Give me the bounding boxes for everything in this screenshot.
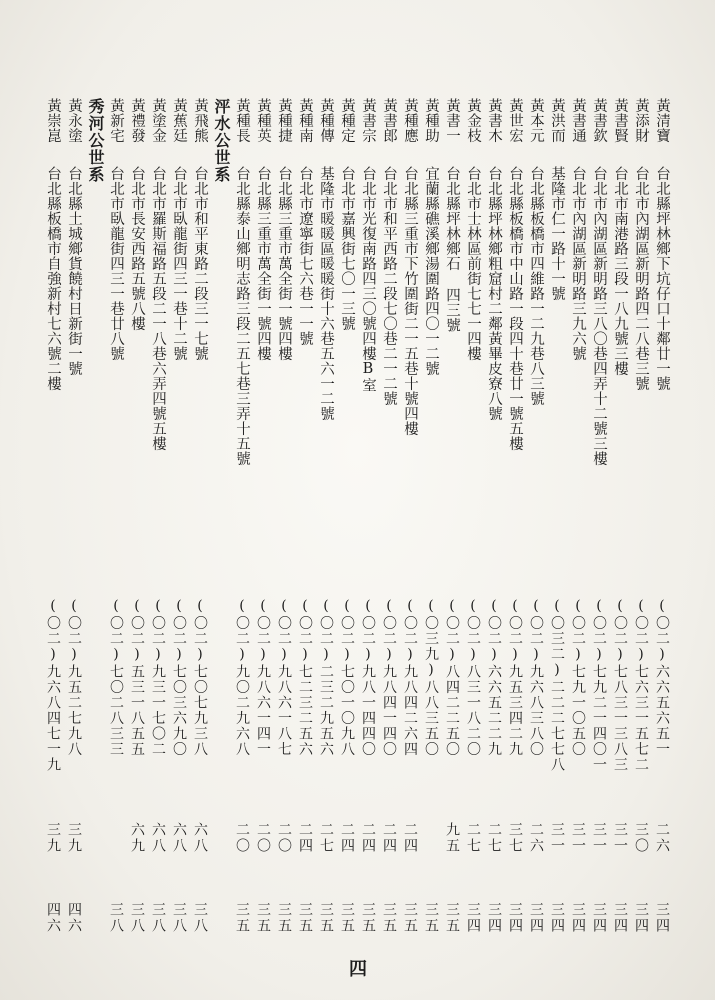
generation-number — [64, 822, 84, 858]
lineage-heading-text: 秀河公世系 — [86, 98, 105, 183]
member-name: 黃書欽 — [591, 98, 607, 143]
page-reference — [64, 902, 84, 938]
member-phone — [190, 598, 210, 761]
page-reference-text: 三五 — [276, 902, 292, 934]
page-reference — [358, 902, 378, 938]
member-entry — [652, 98, 672, 391]
member-name: 黃本元 — [528, 98, 544, 143]
member-phone-text: (〇二)九八四一四〇 — [381, 598, 397, 757]
member-name: 黃金枝 — [465, 98, 481, 143]
page-number: 四 — [349, 959, 367, 980]
page-reference-text: 三五 — [318, 902, 334, 934]
member-address: 台北縣三重市萬全街一號四樓 — [255, 166, 271, 361]
page-reference-text: 三五 — [255, 902, 271, 934]
member-entry — [568, 98, 588, 361]
generation-number-text: 三〇 — [633, 822, 649, 854]
member-address: 宜蘭縣礁溪鄉湯圍路四〇一二號 — [423, 166, 439, 376]
member-name: 黃新宅 — [108, 98, 124, 143]
member-address: 台北市遼寧街七六巷一一號 — [297, 166, 313, 346]
member-phone-text: (〇二)九六八四七一九 — [45, 598, 61, 773]
member-phone — [127, 598, 147, 761]
member-phone-text: (〇二)七〇七九三八 — [192, 598, 208, 757]
member-phone-text: (〇二)七〇二八三三 — [108, 598, 124, 757]
member-name: 黃洪而 — [549, 98, 565, 143]
member-name: 黃添財 — [633, 98, 649, 143]
member-phone-text: (〇二)七二三二五六 — [297, 598, 313, 757]
member-name: 黃種長 — [234, 98, 250, 143]
member-name: 黃清寶 — [654, 98, 670, 143]
member-phone — [337, 598, 357, 761]
member-phone-text: (〇二)七九二一四〇一 — [591, 598, 607, 773]
member-address: 台北市南港路三段一八九號三樓 — [612, 166, 628, 376]
generation-number-text: 三九 — [45, 822, 61, 854]
member-name: 黃蕉廷 — [171, 98, 187, 143]
page-reference-text: 三五 — [423, 902, 439, 934]
member-name: 黃種英 — [255, 98, 271, 143]
page-reference — [316, 902, 336, 938]
member-entry — [253, 98, 273, 361]
generation-number — [169, 822, 189, 858]
generation-number-text: 二〇 — [276, 822, 292, 854]
member-phone-text: (〇二)五三一八五五 — [129, 598, 145, 757]
page-reference — [190, 902, 210, 938]
member-name: 黃世宏 — [507, 98, 523, 143]
member-address: 台北縣板橋市四維路一二九巷八三號 — [528, 166, 544, 406]
member-phone-text: (〇二)八四二二五〇 — [444, 598, 460, 757]
page-reference-text: 三五 — [444, 902, 460, 934]
member-phone-text: (〇二)七六三一五七二 — [633, 598, 649, 773]
page-reference — [169, 902, 189, 938]
member-address: 台北縣坪林鄉下坑仔口十鄰廿一號 — [654, 166, 670, 391]
page-reference-text: 三四 — [465, 902, 481, 934]
page-reference — [568, 902, 588, 938]
member-phone — [106, 598, 126, 761]
generation-number-text: 二四 — [402, 822, 418, 854]
page-reference — [526, 902, 546, 938]
generation-number — [484, 822, 504, 858]
generation-number — [148, 822, 168, 858]
generation-number-text: 六九 — [129, 822, 145, 854]
page-reference — [463, 902, 483, 938]
member-phone-text: (〇二)九五二七九八 — [66, 598, 82, 757]
member-phone — [505, 598, 525, 761]
member-name: 黃飛熊 — [192, 98, 208, 143]
generation-number — [337, 822, 357, 858]
generation-number — [610, 822, 630, 858]
member-phone — [610, 598, 630, 777]
member-entry — [421, 98, 441, 376]
page-reference-text: 三四 — [612, 902, 628, 934]
generation-number-text: 三七 — [507, 822, 523, 854]
member-phone — [43, 598, 63, 777]
member-name: 黃崇崑 — [45, 98, 61, 143]
member-name: 黃種定 — [339, 98, 355, 143]
member-phone — [526, 598, 546, 761]
page-reference — [652, 902, 672, 938]
member-phone-text: (〇三九)八八三五〇 — [423, 598, 439, 757]
generation-number — [295, 822, 315, 858]
page-reference-text: 三八 — [192, 902, 208, 934]
generation-number-text: 二四 — [360, 822, 376, 854]
member-phone-text: (〇三二)二二二七七八 — [549, 598, 565, 773]
member-phone-text: (〇二)九八六一八七 — [276, 598, 292, 757]
page-reference-text: 四六 — [66, 902, 82, 934]
page-reference-text: 三五 — [234, 902, 250, 934]
member-phone — [484, 598, 504, 761]
member-name: 黃書一 — [444, 98, 460, 143]
member-address: 台北市和平東路二段三一七號 — [192, 166, 208, 361]
page-reference-text: 三五 — [402, 902, 418, 934]
page-reference — [400, 902, 420, 938]
member-phone — [568, 598, 588, 761]
member-phone-text: (〇二)七〇三六九〇 — [171, 598, 187, 757]
page-reference — [631, 902, 651, 938]
member-address: 台北縣坪林鄉粗窟村二鄰黃畢皮寮八號 — [486, 166, 502, 421]
member-address: 基隆市仁一路十一號 — [549, 166, 565, 301]
member-name: 黃永塗 — [66, 98, 82, 143]
member-entry — [505, 98, 525, 451]
generation-number — [358, 822, 378, 858]
member-entry — [232, 98, 252, 466]
member-entry — [400, 98, 420, 436]
generation-number — [568, 822, 588, 858]
member-phone — [463, 598, 483, 761]
generation-number-text: 二〇 — [234, 822, 250, 854]
generation-number — [232, 822, 252, 858]
generation-number — [43, 822, 63, 858]
member-phone — [64, 598, 84, 761]
page-reference-text: 三八 — [108, 902, 124, 934]
generation-number-text: 六八 — [192, 822, 208, 854]
member-address: 台北市內湖區新明路三八〇巷四弄十二號三樓 — [591, 166, 607, 466]
member-address: 台北市士林區前街七七一四樓 — [465, 166, 481, 361]
member-phone — [253, 598, 273, 761]
member-entry — [610, 98, 630, 376]
generation-number-text: 二七 — [486, 822, 502, 854]
generation-number-text: 二〇 — [255, 822, 271, 854]
page-reference-text: 三五 — [381, 902, 397, 934]
generation-number — [379, 822, 399, 858]
member-address: 台北縣三重市萬全街一號四樓 — [276, 166, 292, 361]
member-name: 黃書木 — [486, 98, 502, 143]
member-name: 黃種捷 — [276, 98, 292, 143]
page-reference-text: 三五 — [339, 902, 355, 934]
member-entry — [43, 98, 63, 391]
page-reference-text: 三四 — [507, 902, 523, 934]
lineage-heading — [85, 98, 105, 183]
member-name: 黃種應 — [402, 98, 418, 143]
member-address: 台北縣三重市下竹圍街二一五巷十號四樓 — [402, 166, 418, 436]
page-reference-text: 三四 — [654, 902, 670, 934]
member-entry — [484, 98, 504, 421]
member-address: 台北市嘉興街七〇一三號 — [339, 166, 355, 331]
member-phone — [442, 598, 462, 761]
member-entry — [148, 98, 168, 451]
generation-number-text: 六八 — [171, 822, 187, 854]
member-address: 台北市長安西路五號八樓 — [129, 166, 145, 331]
member-entry — [295, 98, 315, 346]
page-reference — [127, 902, 147, 938]
member-phone — [379, 598, 399, 761]
generation-number — [631, 822, 651, 858]
member-name: 黃書宗 — [360, 98, 376, 143]
page-reference — [610, 902, 630, 938]
generation-number-text: 二七 — [318, 822, 334, 854]
generation-number-text: 二四 — [339, 822, 355, 854]
member-phone — [274, 598, 294, 761]
member-address: 台北縣泰山鄉明志路三段二五七巷三弄十五號 — [234, 166, 250, 466]
page-reference — [106, 902, 126, 938]
member-entry — [463, 98, 483, 361]
page-reference — [547, 902, 567, 938]
member-name: 黃種助 — [423, 98, 439, 143]
generation-number — [190, 822, 210, 858]
lineage-heading — [211, 98, 231, 183]
generation-number-text: 二六 — [528, 822, 544, 854]
member-entry — [169, 98, 189, 361]
page-reference — [43, 902, 63, 938]
page-reference — [442, 902, 462, 938]
generation-number-text: 三九 — [66, 822, 82, 854]
member-name: 黃種傳 — [318, 98, 334, 143]
member-address: 台北市羅斯福路五段二一八巷六弄四號五樓 — [150, 166, 166, 451]
member-phone — [169, 598, 189, 761]
member-entry — [379, 98, 399, 406]
member-phone — [589, 598, 609, 777]
member-entry — [631, 98, 651, 391]
page-reference-text: 三四 — [591, 902, 607, 934]
member-entry — [127, 98, 147, 331]
page-reference-text: 三八 — [150, 902, 166, 934]
page-reference — [337, 902, 357, 938]
page-reference-text: 三四 — [570, 902, 586, 934]
generation-number-text: 三一 — [591, 822, 607, 854]
member-address: 台北市臥龍街四三一巷十二號 — [171, 166, 187, 361]
member-phone-text: (〇二)七九一〇五〇 — [570, 598, 586, 757]
member-phone-text: (〇二)九八四二六四 — [402, 598, 418, 757]
page-reference — [421, 902, 441, 938]
member-entry — [274, 98, 294, 361]
member-phone-text: (〇二)九三一七〇二 — [150, 598, 166, 757]
member-phone — [421, 598, 441, 761]
member-address: 台北縣板橋市自強新村七六號二樓 — [45, 166, 61, 391]
generation-number — [400, 822, 420, 858]
generation-number — [316, 822, 336, 858]
generation-number-text: 二四 — [381, 822, 397, 854]
member-entry — [64, 98, 84, 376]
member-entry — [106, 98, 126, 361]
generation-number — [526, 822, 546, 858]
member-entry — [190, 98, 210, 361]
member-name: 黃禮發 — [129, 98, 145, 143]
page-reference-text: 三八 — [129, 902, 145, 934]
member-phone-text: (〇二)九八六一四一 — [255, 598, 271, 757]
member-entry — [526, 98, 546, 406]
member-phone — [358, 598, 378, 761]
generation-number-text: 二七 — [465, 822, 481, 854]
member-entry — [337, 98, 357, 331]
member-phone-text: (〇二)七八三一三八三 — [612, 598, 628, 773]
member-phone-text: (〇二)二三二九五六 — [318, 598, 334, 757]
member-phone — [400, 598, 420, 761]
page-reference-text: 三五 — [360, 902, 376, 934]
member-phone-text: (〇二)七〇一〇九八 — [339, 598, 355, 757]
member-entry — [442, 98, 462, 333]
member-name: 黃塗金 — [150, 98, 166, 143]
generation-number — [127, 822, 147, 858]
member-address: 台北市光復南路四三〇號四樓B室 — [360, 166, 376, 393]
member-entry — [547, 98, 567, 301]
member-phone — [232, 598, 252, 761]
generation-number — [463, 822, 483, 858]
member-address: 台北縣板橋市中山路一段四十巷廿一號五樓 — [507, 166, 523, 451]
page-reference — [253, 902, 273, 938]
page-reference — [232, 902, 252, 938]
page-reference-text: 三八 — [171, 902, 187, 934]
page-reference-text: 三五 — [297, 902, 313, 934]
generation-number-text: 三一 — [549, 822, 565, 854]
page-reference — [295, 902, 315, 938]
member-phone-text: (〇二)九五三四二九 — [507, 598, 523, 757]
member-phone-text: (〇二)六六五六五一 — [654, 598, 670, 757]
member-address: 台北縣土城鄉貨饒村日新街一號 — [66, 166, 82, 376]
page-reference — [505, 902, 525, 938]
generation-number-text: 六八 — [150, 822, 166, 854]
page-reference-text: 三四 — [549, 902, 565, 934]
generation-number-text: 二四 — [297, 822, 313, 854]
generation-number — [274, 822, 294, 858]
member-phone — [316, 598, 336, 761]
page-reference — [589, 902, 609, 938]
page-reference — [274, 902, 294, 938]
member-name: 黃書通 — [570, 98, 586, 143]
generation-number-text: 二六 — [654, 822, 670, 854]
generation-number — [253, 822, 273, 858]
generation-number — [589, 822, 609, 858]
member-phone — [652, 598, 672, 761]
page-reference — [379, 902, 399, 938]
member-address: 台北縣坪林鄉石 四三號 — [444, 166, 460, 333]
page-reference — [484, 902, 504, 938]
generation-number — [652, 822, 672, 858]
generation-number — [442, 822, 462, 858]
member-name: 黃種南 — [297, 98, 313, 143]
member-phone-text: (〇二)六六五二二九 — [486, 598, 502, 757]
generation-number — [547, 822, 567, 858]
page-reference-text: 三四 — [633, 902, 649, 934]
member-phone — [631, 598, 651, 777]
generation-number — [505, 822, 525, 858]
page-reference-text: 四六 — [45, 902, 61, 934]
member-address: 台北市內湖區新明路三九六號 — [570, 166, 586, 361]
member-entry — [589, 98, 609, 466]
member-address: 台北市內湖區新明路四二八巷三號 — [633, 166, 649, 391]
member-phone-text: (〇二)八三一八二〇 — [465, 598, 481, 757]
lineage-heading-text: 泙水公世系 — [212, 98, 231, 183]
member-address: 基隆市暖暖區暖暖街十六巷五六一二號 — [318, 166, 334, 421]
generation-number-text: 三一 — [570, 822, 586, 854]
generation-number-text: 三一 — [612, 822, 628, 854]
member-phone-text: (〇二)九〇二九六八 — [234, 598, 250, 757]
member-entry — [358, 98, 378, 393]
page-reference-text: 三四 — [528, 902, 544, 934]
member-phone-text: (〇二)九六八三八〇 — [528, 598, 544, 757]
member-address: 台北市臥龍街四三一巷廿八號 — [108, 166, 124, 361]
page-reference-text: 三四 — [486, 902, 502, 934]
member-name: 黃書郎 — [381, 98, 397, 143]
member-phone — [148, 598, 168, 761]
member-address: 台北市和平西路二段七〇巷二一二號 — [381, 166, 397, 406]
member-entry — [316, 98, 336, 421]
member-phone — [295, 598, 315, 761]
member-name: 黃書賢 — [612, 98, 628, 143]
generation-number-text: 九五 — [444, 822, 460, 854]
member-phone-text: (〇二)九八一四四〇 — [360, 598, 376, 757]
member-phone — [547, 598, 567, 777]
page-reference — [148, 902, 168, 938]
